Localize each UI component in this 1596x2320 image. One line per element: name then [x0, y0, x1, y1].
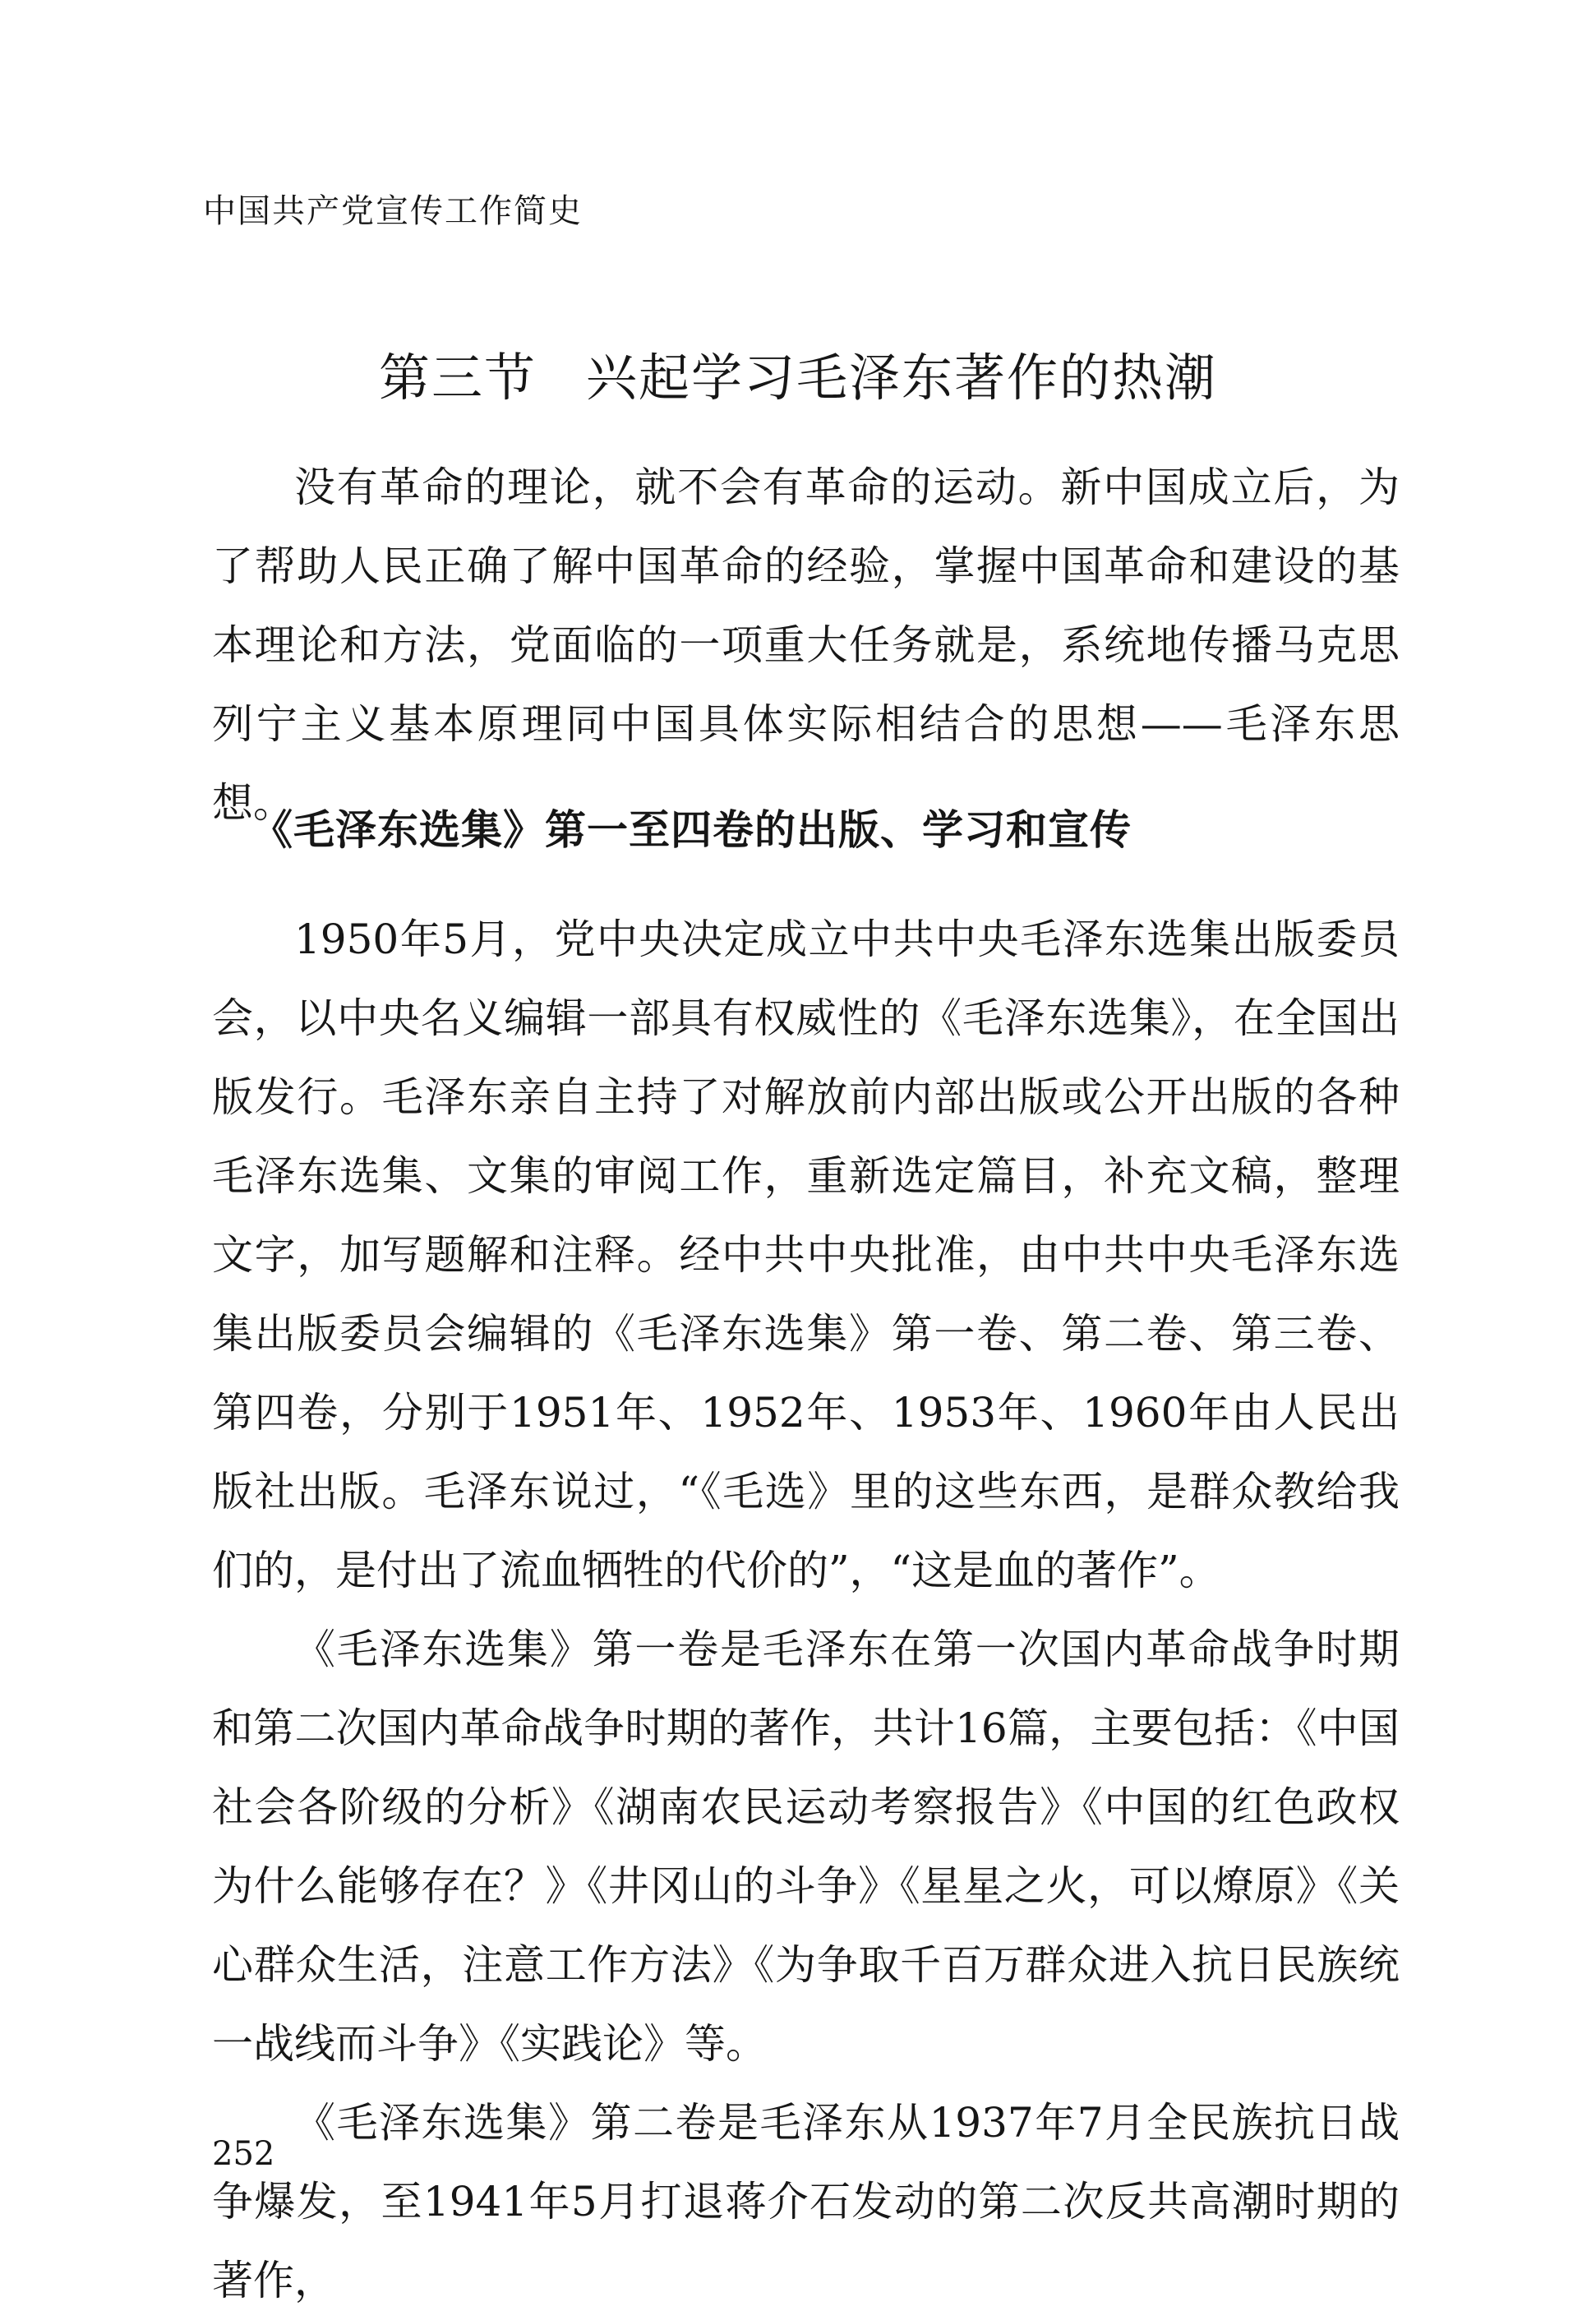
intro-paragraph: 没有革命的理论，就不会有革命的运动。新中国成立后，为了帮助人民正确了解中国革命的经验，掌握中国革命和建设的基本理论和方法，党面临的一项重大任务就是，系统地传播马克思列宁主义基本原理同中国具体实际相结合的思想——毛泽东思想。: [212, 464, 1400, 827]
body-paragraph: 《毛泽东选集》第一卷是毛泽东在第一次国内革命战争时期和第二次国内革命战争时期的著作，共计16篇，主要包括：《中国社会各阶级的分析》《湖南农民运动考察报告》《中国的红色政权为什么能够存在？》《井冈山的斗争》《星星之火，可以燎原》《关心群众生活，注意工作方法》《为争取千百万群众进入抗日民族统一战线而斗争》《实践论》等。: [212, 1626, 1400, 2068]
body-paragraph: 《毛泽东选集》第二卷是毛泽东从1937年7月全民族抗日战争爆发，至1941年5月打退蒋介石发动的第二次反共高潮时期的著作，: [212, 2099, 1400, 2304]
subsection-heading: 《毛泽东选集》第一至四卷的出版、学习和宣传: [251, 806, 1132, 854]
body-text: [212, 900, 1400, 2320]
page-number: 252: [212, 2135, 275, 2173]
section-title: [0, 337, 1596, 410]
running-header: 中国共产党宣传工作简史: [203, 192, 583, 230]
section-number: 第三节: [378, 348, 537, 408]
body-paragraph: 1950年5月，党中央决定成立中共中央毛泽东选集出版委员会，以中央名义编辑一部具有权威性的《毛泽东选集》，在全国出版发行。毛泽东亲自主持了对解放前内部出版或公开出版的各种毛泽东选集、文集的审阅工作，重新选定篇目，补充文稿，整理文字，加写题解和注释。经中共中央批准，由中共中央毛泽东选集出版委员会编辑的《毛泽东选集》第一卷、第二卷、第三卷、第四卷，分别于1951年、1952年、1953年、1960年由人民出版社出版。毛泽东说过，“《毛选》里的这些东西，是群众教给我们的，是付出了流血牺牲的代价的”，“这是血的著作”。: [212, 916, 1400, 1594]
section-title-text: 兴起学习毛泽东著作的热潮: [586, 348, 1218, 408]
